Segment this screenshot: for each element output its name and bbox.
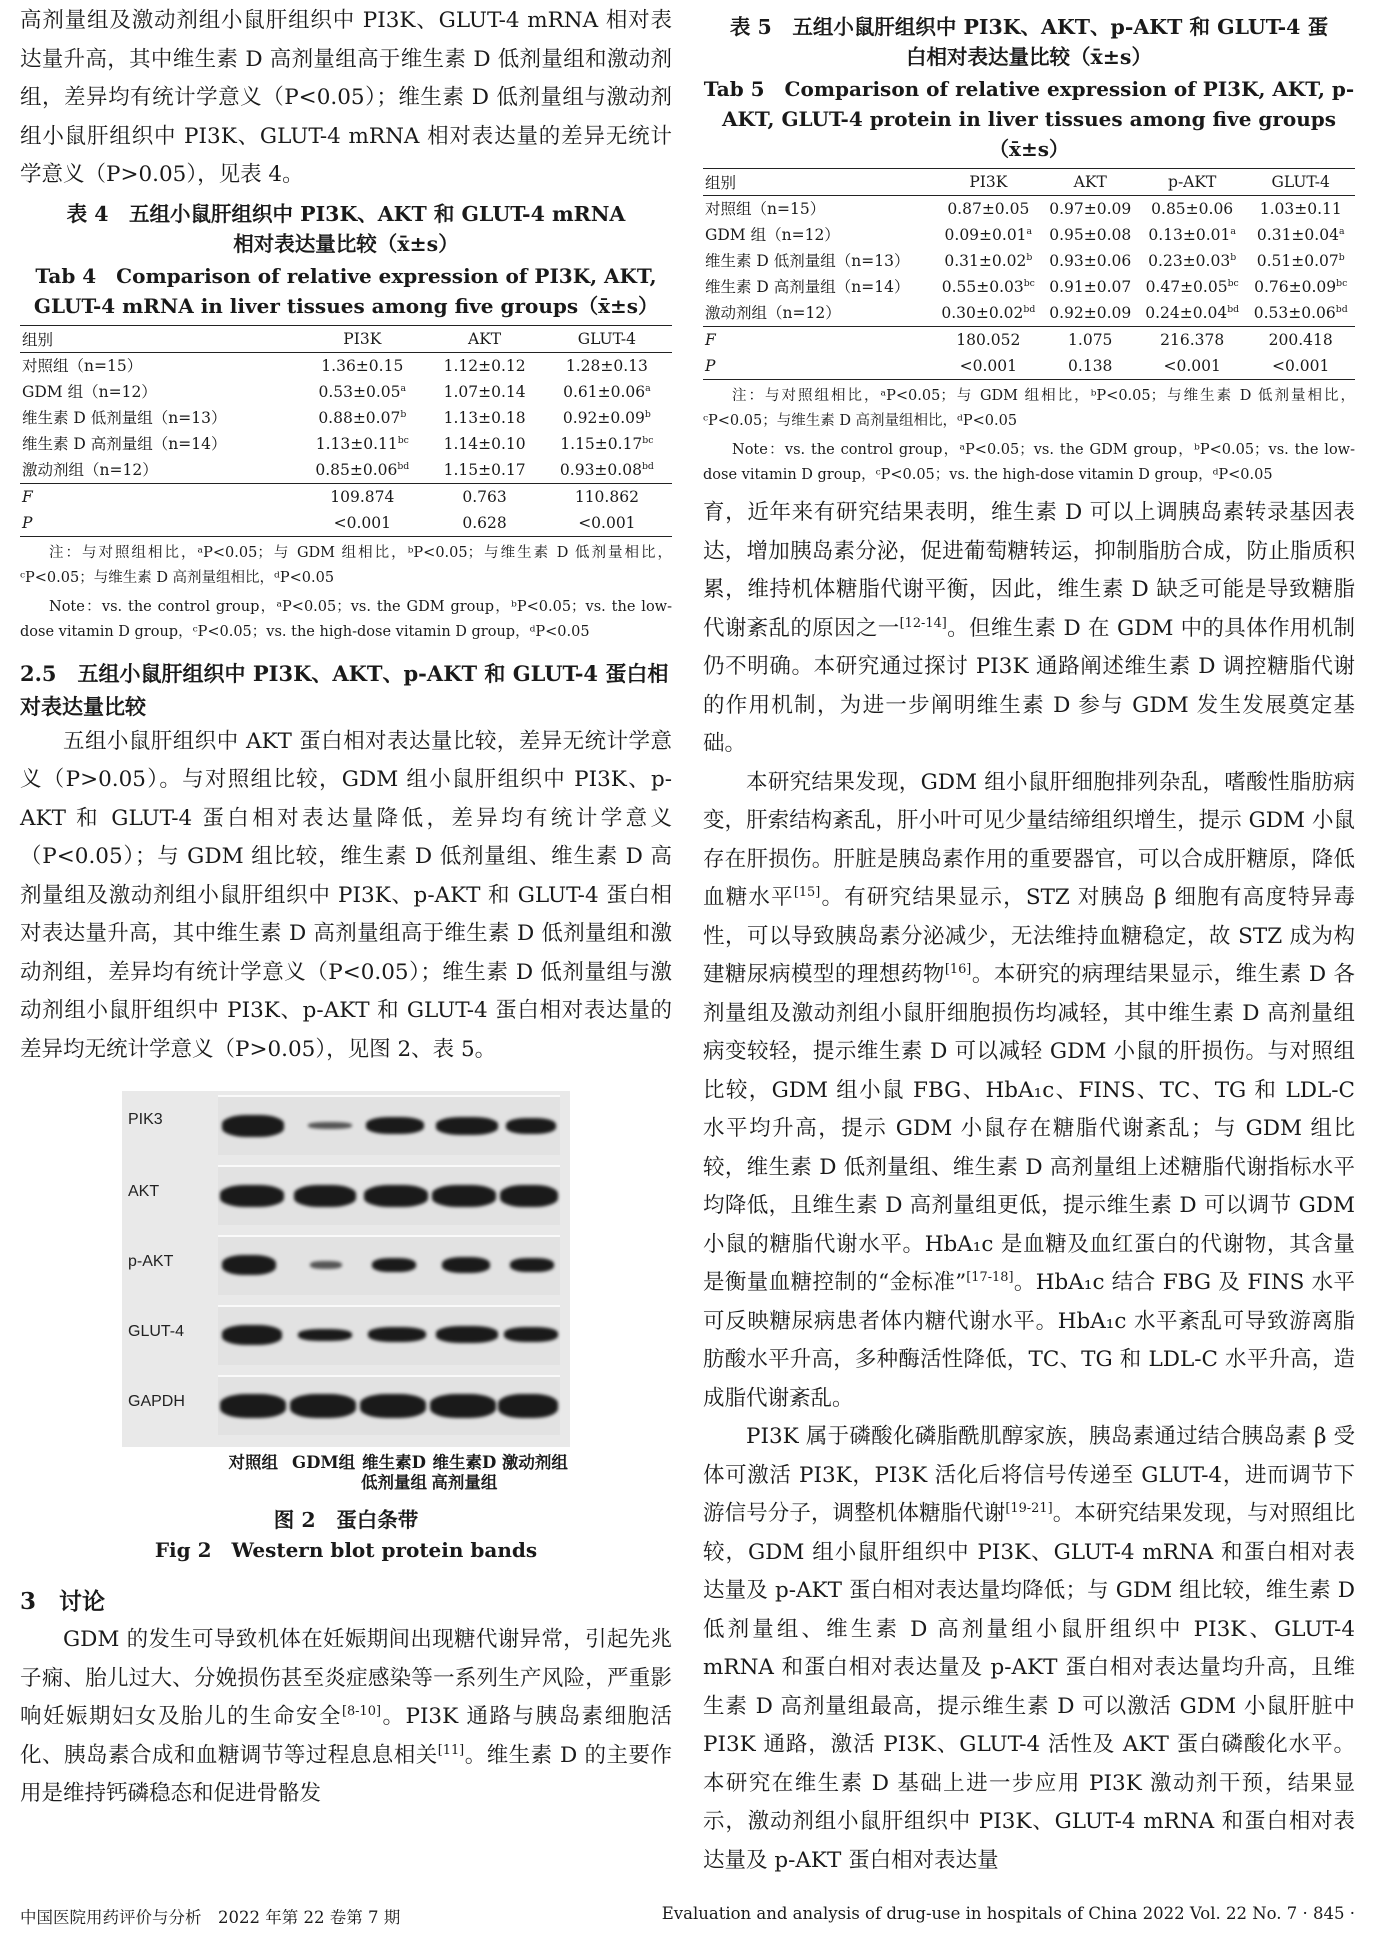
row-group-label: 维生素 D 低剂量组（n=13） — [22, 408, 227, 427]
blot-band — [368, 1327, 426, 1342]
table-cell — [427, 405, 541, 431]
table-4-grid — [20, 325, 672, 537]
cell-value: 0.85±0.06 — [1151, 200, 1234, 218]
blot-band — [310, 1261, 342, 1269]
table-row — [703, 274, 1355, 300]
cell-value: 0.51±0.07 — [1256, 252, 1339, 270]
discussion-paragraph-1 — [703, 494, 1355, 764]
cell-value: 0.31±0.04 — [1256, 226, 1339, 244]
table-header: p-AKT — [1138, 169, 1247, 196]
blot-band — [308, 1122, 352, 1129]
stat-value: 1.075 — [1043, 327, 1138, 354]
cell-value: 0.91±0.07 — [1049, 278, 1132, 296]
cell-value: 0.53±0.06 — [1253, 304, 1336, 322]
blot-band — [294, 1185, 356, 1207]
table-cell — [1138, 274, 1247, 300]
cell-value: 0.76±0.09 — [1254, 278, 1337, 296]
text-run: GDM 的发生可导致机体在妊娠期间出现糖代谢异常，引起先兆子痫、胎儿过大、分娩损伤甚至炎症感染等一系列生产风险，严重影响妊娠期妇女及胎儿的生命安全 — [20, 1627, 672, 1729]
table-row — [703, 300, 1355, 327]
blot-band — [220, 1185, 284, 1207]
significance-mark: b — [644, 408, 651, 420]
cell-value: 0.55±0.03 — [941, 278, 1024, 296]
table-4 — [20, 199, 672, 645]
footer-journal-cn: 中国医院用药评价与分析 2022 年第 22 卷第 7 期 — [20, 1908, 401, 1927]
cell-value: 0.30±0.02 — [941, 304, 1024, 322]
table-cell — [1246, 274, 1355, 300]
blot-band — [442, 1257, 490, 1273]
cell-value: 0.88±0.07 — [318, 408, 401, 427]
citation: [15] — [793, 884, 821, 900]
stat-value: <0.001 — [297, 510, 427, 537]
cell-value: 0.95±0.08 — [1049, 226, 1132, 244]
blot-band — [506, 1118, 556, 1134]
blot-band — [366, 1117, 424, 1134]
blot-group-label: 激动剂组 — [501, 1453, 568, 1472]
blot-strip-gapdh — [218, 1375, 560, 1435]
table-header: 组别 — [20, 325, 297, 352]
stat-value: <0.001 — [934, 353, 1043, 380]
cell-value: 0.09±0.01 — [944, 226, 1027, 244]
stat-label: F — [20, 483, 297, 510]
table-row — [703, 222, 1355, 248]
significance-mark: bc — [1336, 277, 1348, 289]
cell-value: 1.36±0.15 — [321, 356, 404, 375]
table-cell — [934, 300, 1043, 327]
table-header: GLUT-4 — [542, 325, 672, 352]
section-3-paragraph — [20, 1621, 672, 1814]
table-row — [20, 352, 672, 379]
cell-value: 0.61±0.06 — [563, 382, 646, 401]
cell-value: 0.24±0.04 — [1145, 304, 1228, 322]
citation: [19-21] — [1005, 1500, 1053, 1516]
table-header: 组别 — [703, 169, 934, 196]
cell-value: 0.47±0.05 — [1145, 278, 1228, 296]
blot-band — [222, 1255, 276, 1275]
row-group-label: 激动剂组（n=12） — [22, 460, 158, 479]
stat-value: 110.862 — [542, 483, 672, 510]
blot-band — [298, 1329, 352, 1341]
section-3-title: 3 讨论 — [20, 1588, 106, 1615]
row-group-label: 维生素 D 高剂量组（n=14） — [705, 278, 910, 296]
significance-mark: bd — [397, 460, 410, 472]
stat-label: P — [20, 510, 297, 537]
blot-band — [500, 1185, 558, 1207]
table-header: AKT — [427, 325, 541, 352]
table-cell — [1246, 222, 1355, 248]
table-cell — [1246, 300, 1355, 327]
table-cell — [542, 431, 672, 457]
table-5-caption-cn: 表 5 五组小鼠肝组织中 PI3K、AKT、p-AKT 和 GLUT-4 蛋白相对表达量比较（x̄±s） — [729, 15, 1329, 69]
table-cell — [1138, 196, 1247, 223]
table-row — [20, 379, 672, 405]
text-run: 。本研究结果发现，与对照组比较，GDM 组小鼠肝组织中 PI3K、GLUT-4 mRNA 和蛋白相对表达量及 p-AKT 蛋白相对表达量均降低；与 GDM 组比较，维生素 D 低剂量组、维生素 D 高剂量组小鼠肝组织中 PI3K、GLUT-4 mRNA 和蛋白相对表达量及 p-AKT 蛋白相对表达量均升高，且维生素 D 高剂量组最高，提示维生素 D 可以激活 GDM 小鼠肝脏中 PI3K 通路，激活 PI3K、GLUT-4 活性及 AKT 蛋白磷酸化水平。本研究在维生素 D 基础上进一步应用 PI3K 激动剂干预，结果显示，激动剂组小鼠肝组织中 PI3K、GLUT-4 mRNA 和蛋白相对表达量及 p-AKT 蛋白相对表达量 — [703, 1501, 1355, 1873]
significance-mark: bc — [1023, 277, 1035, 289]
blot-lane-label: GAPDH — [128, 1393, 185, 1410]
row-group-label: 维生素 D 低剂量组（n=13） — [705, 252, 910, 270]
table-header: PI3K — [934, 169, 1043, 196]
table-cell — [542, 379, 672, 405]
significance-mark: b — [400, 408, 407, 420]
citation: [16] — [944, 961, 972, 977]
table-cell — [1246, 248, 1355, 274]
cell-value: 0.92±0.09 — [1049, 304, 1132, 322]
section-2-5-title: 2.5 五组小鼠肝组织中 PI3K、AKT、p-AKT 和 GLUT-4 蛋白相对表达量比较 — [20, 660, 669, 719]
cell-value: 1.15±0.17 — [560, 434, 643, 453]
cell-value: 0.93±0.08 — [559, 460, 642, 479]
text-run: 本研究结果发现，GDM 组小鼠肝细胞排列杂乱，嗜酸性脂肪病变，肝索结构紊乱，肝小叶可见少量结缔组织增生，提示 GDM 小鼠存在肝损伤。肝脏是胰岛素作用的重要器官，可以合成肝糖原，降低血糖水平 — [703, 769, 1355, 910]
citation: [17-18] — [966, 1269, 1014, 1285]
cell-value: 0.23±0.03 — [1148, 252, 1231, 270]
row-group-label: 激动剂组（n=12） — [705, 304, 841, 322]
row-group-label: 维生素 D 高剂量组（n=14） — [22, 434, 227, 453]
table-cell — [427, 379, 541, 405]
cell-value: 1.15±0.17 — [443, 460, 526, 479]
cell-value: 1.13±0.11 — [315, 434, 398, 453]
table-cell — [934, 248, 1043, 274]
row-group-label: 对照组（n=15） — [705, 200, 826, 218]
significance-mark: bd — [1023, 303, 1036, 315]
blot-strip-akt — [218, 1165, 560, 1225]
citation: [8-10] — [341, 1703, 381, 1719]
blot-band — [360, 1394, 426, 1418]
stat-value: 200.418 — [1246, 327, 1355, 354]
blot-strip-pik3 — [218, 1095, 560, 1155]
stat-value: 0.138 — [1043, 353, 1138, 380]
significance-mark: a — [1338, 225, 1345, 237]
citation: [11] — [437, 1742, 465, 1758]
cell-value: 1.07±0.14 — [443, 382, 526, 401]
stat-value: 109.874 — [297, 483, 427, 510]
blot-group-label: 对照组 — [228, 1453, 278, 1472]
page-footer — [20, 1904, 1355, 1928]
stat-value: 180.052 — [934, 327, 1043, 354]
blot-band — [222, 1115, 284, 1137]
blot-band — [436, 1117, 498, 1135]
blot-band — [432, 1185, 496, 1207]
cell-value: 0.13±0.01 — [1148, 226, 1231, 244]
table-5-caption-en: Tab 5 Comparison of relative expression of PI3K, AKT, p-AKT, GLUT-4 protein in liver tissues among five groups（x̄±s） — [703, 77, 1355, 161]
text-run: 。维生素 D 的主要作用是维持钙磷稳态和促进骨骼发 — [20, 1742, 672, 1806]
section-2-5-paragraph: 五组小鼠肝组织中 AKT 蛋白相对表达量比较，差异无统计学意义（P>0.05）。与对照组比较，GDM 组小鼠肝组织中 PI3K、p-AKT 和 GLUT-4 蛋白相对表达量降低，差异均有统计学意义（P<0.05）；与 GDM 组比较，维生素 D 低剂量组、维生素 D 高剂量组及激动剂组小鼠肝组织中 PI3K、p-AKT 和 GLUT-4 蛋白相对表达量升高，其中维生素 D 高剂量组高于维生素 D 低剂量组和激动剂组，差异均有统计学意义（P<0.05）；维生素 D 低剂量组与激动剂组小鼠肝组织中 PI3K、p-AKT 和 GLUT-4 蛋白相对表达量的差异均无统计学意义（P>0.05），见图 2、表 5。 — [20, 728, 672, 1062]
cell-value: 0.93±0.06 — [1049, 252, 1132, 270]
table-cell — [1138, 222, 1247, 248]
table-row-f-stat — [20, 483, 672, 510]
significance-mark: a — [1026, 225, 1033, 237]
blot-band — [220, 1394, 286, 1418]
stat-label: P — [703, 353, 934, 380]
table-cell — [297, 457, 427, 484]
table-5-note-cn: 注：与对照组相比，ᵃP<0.05；与 GDM 组相比，ᵇP<0.05；与维生素 D 低剂量相比，ᶜP<0.05；与维生素 D 高剂量组相比，ᵈP<0.05 — [703, 388, 1355, 429]
intro-paragraph: 高剂量组及激动剂组小鼠肝组织中 PI3K、GLUT-4 mRNA 相对表达量升高，其中维生素 D 高剂量组高于维生素 D 低剂量组和激动剂组，差异均有统计学意义（P<0.05）；维生素 D 低剂量组与激动剂组小鼠肝组织中 PI3K、GLUT-4 mRNA 相对表达量的差异无统计学意义（P>0.05），见表 4。 — [20, 8, 672, 187]
significance-mark: bc — [642, 434, 654, 446]
text-run: 。有研究结果显示，STZ 对胰岛 β 细胞有高度特异毒性，可以导致胰岛素分泌减少，无法维持血糖稳定，故 STZ 成为构建糖尿病模型的理想药物 — [703, 885, 1355, 987]
blot-lane-label: AKT — [128, 1183, 160, 1200]
table-row-p-stat — [703, 353, 1355, 380]
table-cell — [1043, 248, 1138, 274]
cell-value: 0.31±0.02 — [944, 252, 1027, 270]
table-cell — [934, 222, 1043, 248]
blot-lane-label: PIK3 — [128, 1111, 163, 1128]
stat-value: 216.378 — [1138, 327, 1247, 354]
row-group-label: GDM 组（n=12） — [22, 382, 157, 401]
stat-value: <0.001 — [1138, 353, 1247, 380]
blot-strip-p-akt — [218, 1235, 560, 1295]
discussion-paragraph-3 — [703, 1418, 1355, 1880]
cell-value: 1.12±0.12 — [443, 356, 526, 375]
table-cell — [1043, 300, 1138, 327]
table-row-p-stat — [20, 510, 672, 537]
cell-value: 1.03±0.11 — [1259, 200, 1342, 218]
blot-band — [498, 1394, 558, 1418]
blot-group-labels — [122, 1453, 570, 1493]
table-5 — [703, 12, 1355, 488]
table-row — [703, 248, 1355, 274]
table-header: PI3K — [297, 325, 427, 352]
significance-mark: bc — [1227, 277, 1239, 289]
table-header: AKT — [1043, 169, 1138, 196]
table-cell — [1138, 300, 1247, 327]
significance-mark: b — [1338, 251, 1345, 263]
figure-2 — [122, 1091, 570, 1565]
blot-band — [222, 1325, 282, 1345]
blot-group-label: GDM组 — [292, 1453, 356, 1472]
significance-mark: bd — [641, 460, 654, 472]
text-run: 。HbA₁c 结合 FBG 及 FINS 水平可反映糖尿病患者体内糖代谢水平。HbA₁c 水平紊乱可导致游离脂肪酸水平升高，多种酶活性降低，TC、TG 和 LDL-C 水平升高，造成脂代谢紊乱。 — [703, 1270, 1355, 1411]
significance-mark: b — [1026, 251, 1033, 263]
cell-value: 1.13±0.18 — [443, 408, 526, 427]
table-cell — [427, 431, 541, 457]
blot-lane-label: p-AKT — [128, 1253, 174, 1270]
stat-value: <0.001 — [1246, 353, 1355, 380]
table-4-note-en: Note：vs. the control group，ᵃP<0.05；vs. the GDM group，ᵇP<0.05；vs. the low-dose vitamin D group，ᶜP<0.05；vs. the high-dose vitamin D group，ᵈP<0.05 — [20, 598, 672, 640]
table-cell — [297, 379, 427, 405]
figure-2-caption-cn: 图 2 蛋白条带 — [273, 1508, 419, 1532]
blot-band — [504, 1327, 558, 1342]
western-blot-image — [122, 1091, 570, 1447]
table-row — [20, 457, 672, 484]
figure-2-caption-en: Fig 2 Western blot protein bands — [154, 1538, 538, 1562]
discussion-paragraph-2 — [703, 764, 1355, 1419]
table-row — [20, 431, 672, 457]
stat-value: 0.763 — [427, 483, 541, 510]
stat-label: F — [703, 327, 934, 354]
table-cell — [1043, 274, 1138, 300]
cell-value: 0.97±0.09 — [1049, 200, 1132, 218]
table-row-f-stat — [703, 327, 1355, 354]
text-run: PI3K 属于磷酸化磷脂酰肌醇家族，胰岛素通过结合胰岛素 β 受体可激活 PI3K，PI3K 活化后将信号传递至 GLUT-4，进而调节下游信号分子，调整机体糖脂代谢 — [703, 1424, 1355, 1526]
table-4-caption-en: Tab 4 Comparison of relative expression of PI3K, AKT, GLUT-4 mRNA in liver tissues among five groups（x̄±s） — [33, 263, 659, 318]
cell-value: 1.14±0.10 — [443, 434, 526, 453]
table-row — [703, 196, 1355, 223]
table-cell — [542, 457, 672, 484]
table-row — [20, 405, 672, 431]
significance-mark: a — [645, 382, 651, 394]
cell-value: 0.53±0.05 — [318, 382, 401, 401]
significance-mark: b — [1230, 251, 1237, 263]
blot-band — [436, 1326, 498, 1343]
significance-mark: bd — [1335, 303, 1348, 315]
text-run: 。PI3K 通路与胰岛素细胞活化、胰岛素合成和血糖调节等过程息息相关 — [20, 1704, 672, 1768]
table-cell — [934, 196, 1043, 223]
blot-lane-label: GLUT-4 — [128, 1323, 185, 1340]
blot-group-label: 维生素D低剂量组 — [361, 1453, 428, 1492]
cell-value: 1.28±0.13 — [565, 356, 648, 375]
footer-journal-en: Evaluation and analysis of drug-use in hospitals of China 2022 Vol. 22 No. 7 · 845 · — [661, 1904, 1355, 1923]
table-4-note-cn: 注：与对照组相比，ᵃP<0.05；与 GDM 组相比，ᵇP<0.05；与维生素 D 低剂量相比，ᶜP<0.05；与维生素 D 高剂量组相比，ᵈP<0.05 — [20, 544, 672, 586]
table-cell — [427, 457, 541, 484]
table-cell — [297, 352, 427, 379]
blot-band — [510, 1258, 554, 1272]
text-run: 。但维生素 D 在 GDM 中的具体作用机制仍不明确。本研究通过探讨 PI3K 通路阐述维生素 D 调控糖脂代谢的作用机制，为进一步阐明维生素 D 参与 GDM 发生发展奠定基础。 — [703, 615, 1355, 756]
significance-mark: a — [1230, 225, 1236, 237]
table-header: GLUT-4 — [1246, 169, 1355, 196]
stat-value: 0.628 — [427, 510, 541, 537]
citation: [12-14] — [899, 615, 947, 631]
text-run: 。本研究的病理结果显示，维生素 D 各剂量组及激动剂组小鼠肝细胞损伤均减轻，其中维生素 D 高剂量组病变较轻，提示维生素 D 可以减轻 GDM 小鼠的肝损伤。与对照组比较，GDM 组小鼠 FBG、HbA₁c、FINS、TC、TG 和 LDL-C 水平均升高，提示 GDM 小鼠存在糖脂代谢紊乱；与 GDM 组比较，维生素 D 低剂量组、维生素 D 高剂量组上述糖脂代谢指标水平均降低，且维生素 D 高剂量组更低，提示维生素 D 可以调节 GDM 小鼠的糖脂代谢水平。HbA₁c 是血糖及血红蛋白的代谢物，其含量是衡量血糖控制的“金标准” — [703, 962, 1355, 1295]
row-group-label: 对照组（n=15） — [22, 356, 143, 375]
right-column — [703, 0, 1355, 1880]
table-cell — [297, 431, 427, 457]
blot-strip-glut-4 — [218, 1305, 560, 1365]
table-cell — [1043, 222, 1138, 248]
cell-value: 0.92±0.09 — [562, 408, 645, 427]
text-run: 育，近年来有研究结果表明，维生素 D 可以上调胰岛素转录基因表达，增加胰岛素分泌，促进葡萄糖转运，抑制脂肪合成，防止脂质积累，维持机体糖脂代谢平衡，因此，维生素 D 缺乏可能是导致糖脂代谢紊乱的原因之一 — [703, 500, 1355, 641]
significance-mark: bc — [397, 434, 409, 446]
stat-value: <0.001 — [542, 510, 672, 537]
table-cell — [542, 405, 672, 431]
table-cell — [1043, 196, 1138, 223]
blot-band — [430, 1394, 496, 1418]
blot-band — [290, 1394, 356, 1418]
row-group-label: GDM 组（n=12） — [705, 226, 840, 244]
table-cell — [297, 405, 427, 431]
table-cell — [934, 274, 1043, 300]
table-cell — [1246, 196, 1355, 223]
blot-band — [372, 1258, 416, 1272]
significance-mark: bd — [1227, 303, 1240, 315]
left-column — [20, 0, 672, 1814]
table-5-note-en: Note：vs. the control group，ᵃP<0.05；vs. the GDM group，ᵇP<0.05；vs. the low-dose vitamin D group，ᶜP<0.05；vs. the high-dose vitamin D group，ᵈP<0.05 — [703, 442, 1355, 483]
table-4-caption-cn: 表 4 五组小鼠肝组织中 PI3K、AKT 和 GLUT-4 mRNA 相对表达量比较（x̄±s） — [66, 201, 626, 256]
cell-value: 0.85±0.06 — [315, 460, 398, 479]
table-cell — [427, 352, 541, 379]
table-cell — [542, 352, 672, 379]
table-cell — [1138, 248, 1247, 274]
blot-group-label: 维生素D高剂量组 — [431, 1453, 498, 1492]
table-5-grid — [703, 168, 1355, 380]
significance-mark: a — [400, 382, 407, 394]
cell-value: 0.87±0.05 — [947, 200, 1030, 218]
blot-band — [364, 1185, 428, 1207]
